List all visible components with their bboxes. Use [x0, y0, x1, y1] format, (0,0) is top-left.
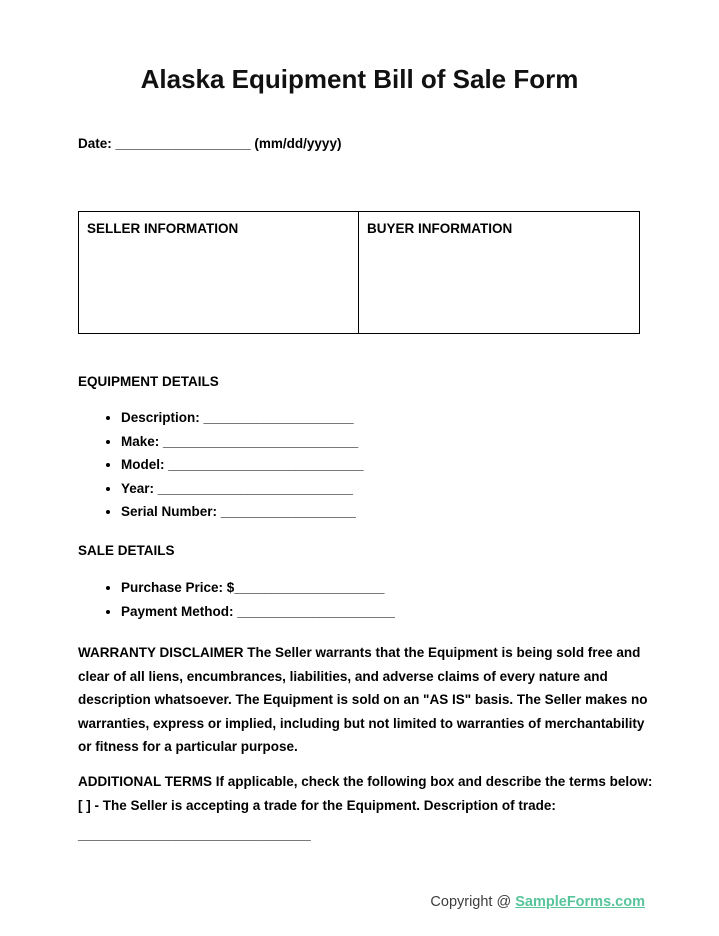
- additional-terms-paragraph: [78, 770, 663, 847]
- warranty-line: description whatsoever. The Equipment is sold on an "AS IS" basis. The Seller makes no: [78, 692, 648, 707]
- sale-details-heading: SALE DETAILS: [78, 543, 175, 558]
- seller-information-header: SELLER INFORMATION: [87, 221, 239, 236]
- equipment-make-blank: __________________________: [159, 433, 359, 449]
- warranty-disclaimer-paragraph: [78, 641, 663, 759]
- equipment-details-list: [78, 406, 363, 524]
- purchase-price-label: Purchase Price: $: [121, 580, 235, 595]
- equipment-model-blank: __________________________: [164, 457, 364, 472]
- equipment-make-row: [121, 430, 363, 454]
- payment-method-row: [121, 600, 395, 624]
- equipment-description-blank: ____________________: [199, 410, 354, 425]
- equipment-year-label: Year:: [121, 480, 155, 496]
- trade-checkbox-line: [ ] - The Seller is accepting a trade for the Equipment. Description of trade:: [78, 798, 556, 813]
- equipment-year-row: [121, 477, 363, 501]
- parties-table: [78, 211, 640, 334]
- trade-description-blank: _______________________________: [78, 827, 311, 842]
- equipment-serial-number-blank: __________________: [217, 504, 356, 519]
- buyer-information-cell: [359, 212, 639, 333]
- purchase-price-row: [121, 576, 395, 600]
- sale-details-list: [78, 576, 395, 623]
- warranty-line: clear of all liens, encumbrances, liabilities, and adverse claims of every nature and: [78, 668, 608, 684]
- equipment-model-label: Model:: [121, 457, 165, 472]
- equipment-make-label: Make:: [121, 433, 160, 449]
- date-blank: __________________: [111, 136, 251, 151]
- date-label: Date:: [78, 136, 112, 151]
- copyright-text: Copyright @: [430, 894, 516, 910]
- warranty-line: WARRANTY DISCLAIMER The Seller warrants that the Equipment is being sold free and: [78, 645, 641, 660]
- additional-terms-line: ADDITIONAL TERMS If applicable, check the following box and describe the terms below:: [78, 774, 653, 789]
- equipment-description-row: [121, 406, 363, 430]
- buyer-information-header: BUYER INFORMATION: [367, 221, 513, 236]
- footer-copyright: [430, 894, 645, 910]
- warranty-line: or fitness for a particular purpose.: [78, 739, 298, 754]
- payment-method-label: Payment Method:: [121, 603, 234, 619]
- equipment-year-blank: __________________________: [154, 480, 353, 496]
- purchase-price-blank: ____________________: [234, 580, 385, 595]
- equipment-description-label: Description:: [121, 410, 200, 425]
- seller-information-cell: [79, 212, 359, 333]
- payment-method-blank: _____________________: [233, 603, 395, 619]
- equipment-details-heading: EQUIPMENT DETAILS: [78, 374, 219, 389]
- date-line: [78, 136, 341, 151]
- date-format-hint: (mm/dd/yyyy): [250, 136, 342, 151]
- form-title: Alaska Equipment Bill of Sale Form: [140, 64, 579, 94]
- equipment-model-row: [121, 453, 363, 477]
- sampleforms-link[interactable]: SampleForms.com: [515, 894, 645, 910]
- equipment-serial-number-label: Serial Number:: [121, 504, 218, 519]
- equipment-serial-number-row: [121, 500, 363, 524]
- warranty-line: warranties, express or implied, including but not limited to warranties of merchantability: [78, 715, 645, 731]
